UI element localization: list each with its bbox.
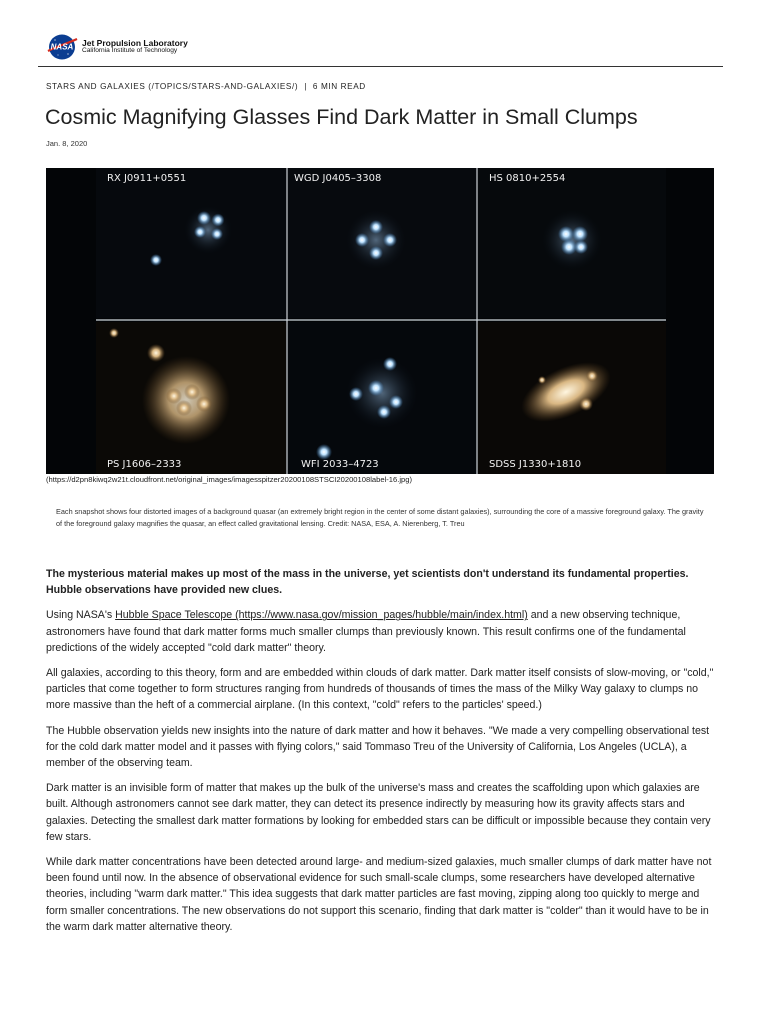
paragraph-3: The Hubble observation yields new insights into the nature of dark matter and how it behaves. "We made a very compelling observational test for the cold dark matter model and it passes with flying colors," said Tommaso Treu of the University of California, Los Angeles (UCLA), a member of the observing team. (46, 724, 710, 770)
paragraph-1 (46, 607, 714, 656)
panel-label-2: WGD J0405–3308 (294, 173, 382, 184)
panel-1 (96, 168, 286, 318)
article-body (46, 566, 714, 944)
image-source-link[interactable]: (https://d2pn8kiwq2w21t.cloudfront.net/original_images/imagesspitzer20200108STSCI20200108label-16.jpg) (46, 475, 412, 484)
nasa-logo-icon[interactable] (46, 34, 78, 60)
logo-text: NASA (50, 42, 74, 52)
panel-label-1: RX J0911+0551 (107, 173, 187, 184)
paragraph-5: While dark matter concentrations have been detected around large- and medium-sized galaxies, much smaller clumps of dark matter have not been found until now. In the absence of observational evidence for such small-scale clumps, some researchers have developed alternative theories, including "warm dark matter." This idea suggests that dark matter particles are fast moving, zipping along too quickly to merge and form smaller concentrations. The new observations do not support this scenario, finding that dark matter is "colder" than it would have to be in the warm dark matter alternative theory. (46, 856, 712, 933)
lensing-figure[interactable] (46, 168, 714, 474)
hubble-link[interactable]: Hubble Space Telescope (https://www.nasa.gov/mission_pages/hubble/main/index.html) (115, 609, 528, 622)
brand-name: Jet Propulsion Laboratory (82, 37, 188, 48)
paragraph-4: Dark matter is an invisible form of matter that makes up the bulk of the universe's mass and creates the scaffolding upon which galaxies are built. Although astronomers cannot see dark matter, they can detect its presence indirectly by measuring how its gravity affects stars and galaxies. Detecting the smallest dark matter formations by looking for embedded stars can be difficult or impossible because they contain very few stars. (46, 782, 711, 843)
brand[interactable] (82, 39, 188, 55)
lensing-image (46, 168, 714, 474)
paragraph-1-start: Using NASA's (46, 609, 116, 622)
panel-label-3: HS 0810+2554 (489, 173, 566, 184)
panel-label-4: PS J1606–2333 (107, 459, 182, 470)
panel-5 (288, 322, 476, 474)
page-title: Cosmic Magnifying Glasses Find Dark Matter in Small Clumps (45, 105, 638, 129)
figure-caption: Each snapshot shows four distorted images of a background quasar (an extremely bright region in the center of some distant galaxies), surrounding the core of a massive foreground galaxy. The gravity of the foreground galaxy magnifies the quasar, an effect called gravitational lensing. Credit: NASA, ESA, A. Nierenberg, T. Treu (56, 507, 704, 529)
panel-label-5: WFI 2033–4723 (301, 459, 379, 470)
site-header (46, 34, 188, 60)
header-divider (38, 66, 723, 67)
paragraph-2: All galaxies, according to this theory, form and are embedded within clouds of dark matter. Dark matter itself consists of slow-moving, or "cold," particles that come together to form structures ranging from hundreds of thousands of times the mass of the Milky Way galaxy to clumps no more massive than the heft of a commercial airplane. (In this context, "cold" refers to the particles' speed.) (46, 667, 714, 712)
brand-subtitle: California Institute of Technology (82, 47, 178, 55)
lead-paragraph: The mysterious material makes up most of the mass in the universe, yet scientists don't understand its fundamental properties. Hubble observations have provided new clues. (46, 568, 689, 597)
read-time: 6 MIN READ (312, 82, 366, 91)
publish-date: Jan. 8, 2020 (46, 139, 88, 148)
panel-2 (288, 168, 476, 318)
category-link[interactable]: STARS AND GALAXIES (/TOPICS/STARS-AND-GALAXIES/) (46, 82, 299, 91)
article-meta (46, 82, 366, 91)
panel-6 (478, 322, 666, 474)
paragraph-1-end: and a new observing technique, astronomers have found that dark matter forms much smaller clumps than previously known. This result confirms one of the fundamental predictions of the widely accepted "cold dark matter" theory. (46, 609, 686, 654)
panel-4 (96, 322, 286, 474)
panel-3 (478, 168, 666, 318)
meta-separator: | (304, 82, 307, 91)
panel-label-6: SDSS J1330+1810 (489, 459, 582, 470)
